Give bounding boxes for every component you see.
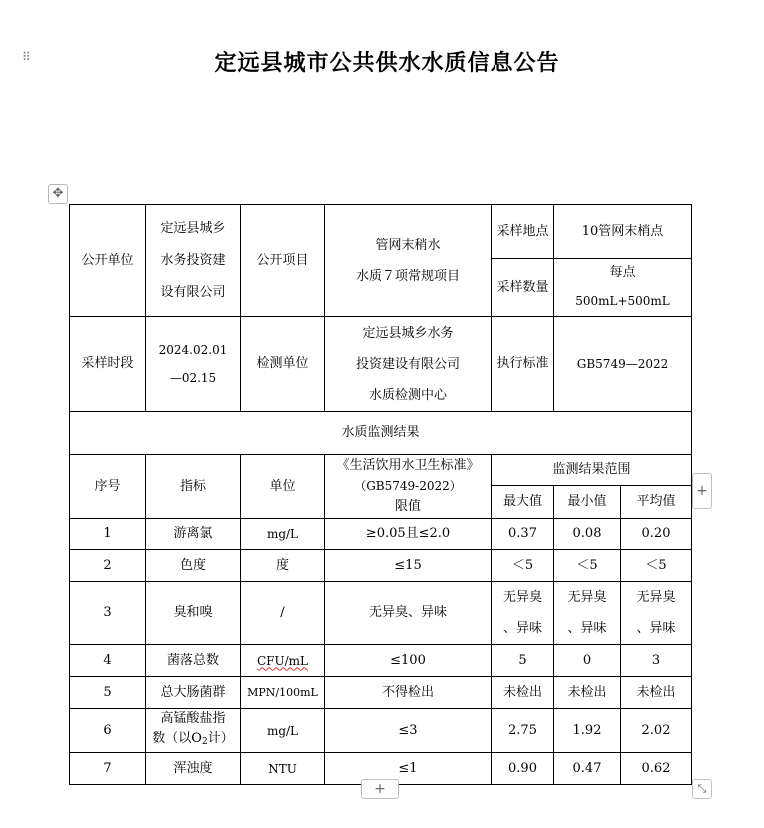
section-title: 水质监测结果	[70, 412, 692, 455]
standard-label: 执行标准	[492, 317, 554, 412]
row-unit: MPN/100mL	[241, 677, 325, 709]
table-resize-icon[interactable]: ⤡	[692, 779, 712, 799]
row-avg: 0.20	[621, 519, 692, 550]
header-unit: 单位	[241, 455, 325, 519]
add-column-button[interactable]: +	[692, 473, 712, 509]
row-index: 4	[70, 645, 146, 677]
row-unit: mg/L	[241, 519, 325, 550]
header-limit: 《生活饮用水卫生标准》 （GB5749-2022） 限值	[325, 455, 492, 519]
publisher-value: 定远县城乡 水务投资建 设有限公司	[146, 205, 241, 317]
site-value: 10管网末梢点	[554, 205, 692, 259]
period-label: 采样时段	[70, 317, 146, 412]
table-row	[70, 677, 692, 709]
quantity-value: 每点 500mL+500mL	[554, 259, 692, 317]
row-index: 2	[70, 550, 146, 582]
row-indicator: 游离氯	[146, 519, 241, 550]
header-max: 最大值	[492, 486, 554, 519]
table-row	[70, 519, 692, 550]
header-index: 序号	[70, 455, 146, 519]
row-max: 5	[492, 645, 554, 677]
row-unit: CFU/mL	[241, 645, 325, 677]
row-indicator: 臭和嗅	[146, 582, 241, 645]
row-limit: ≤15	[325, 550, 492, 582]
row-unit: 度	[241, 550, 325, 582]
quantity-label: 采样数量	[492, 259, 554, 317]
row-indicator: 色度	[146, 550, 241, 582]
row-avg: 3	[621, 645, 692, 677]
row-avg: ＜5	[621, 550, 692, 582]
row-index: 3	[70, 582, 146, 645]
header-range: 监测结果范围	[492, 455, 692, 486]
row-min: 未检出	[554, 677, 621, 709]
row-limit: ≥0.05且≤2.0	[325, 519, 492, 550]
row-avg: 2.02	[621, 709, 692, 753]
row-index: 5	[70, 677, 146, 709]
row-limit: ≤3	[325, 709, 492, 753]
table-row	[70, 645, 692, 677]
table-row	[70, 582, 692, 645]
publisher-label: 公开单位	[70, 205, 146, 317]
row-max: 无异臭 、异味	[492, 582, 554, 645]
row-min: 无异臭 、异味	[554, 582, 621, 645]
row-limit: 不得检出	[325, 677, 492, 709]
row-index: 7	[70, 753, 146, 785]
row-min: 0.08	[554, 519, 621, 550]
header-min: 最小值	[554, 486, 621, 519]
standard-value: GB5749—2022	[554, 317, 692, 412]
row-avg: 0.62	[621, 753, 692, 785]
row-min: ＜5	[554, 550, 621, 582]
row-unit: mg/L	[241, 709, 325, 753]
header-avg: 平均值	[621, 486, 692, 519]
row-max: 2.75	[492, 709, 554, 753]
row-index: 6	[70, 709, 146, 753]
row-indicator: 菌落总数	[146, 645, 241, 677]
row-max: 0.90	[492, 753, 554, 785]
row-limit: ≤100	[325, 645, 492, 677]
section-title-row	[70, 412, 692, 455]
drag-handle-icon[interactable]: ⠿	[22, 50, 30, 64]
header-indicator: 指标	[146, 455, 241, 519]
document-title: 定远县城市公共供水水质信息公告	[214, 50, 560, 76]
row-avg: 未检出	[621, 677, 692, 709]
row-limit: 无异臭、异味	[325, 582, 492, 645]
table-row	[70, 709, 692, 753]
row-indicator: 总大肠菌群	[146, 677, 241, 709]
row-max: 0.37	[492, 519, 554, 550]
row-min: 1.92	[554, 709, 621, 753]
row-unit: NTU	[241, 753, 325, 785]
period-value: 2024.02.01 —02.15	[146, 317, 241, 412]
row-min: 0.47	[554, 753, 621, 785]
lab-value: 定远县城乡水务 投资建设有限公司 水质检测中心	[325, 317, 492, 412]
table-row	[70, 550, 692, 582]
row-index: 1	[70, 519, 146, 550]
add-row-button[interactable]: +	[361, 779, 399, 799]
row-avg: 无异臭 、异味	[621, 582, 692, 645]
project-value: 管网末稍水 水质７项常规项目	[325, 205, 492, 317]
row-limit: ≤1	[325, 753, 492, 785]
lab-label: 检测单位	[241, 317, 325, 412]
site-label: 采样地点	[492, 205, 554, 259]
row-max: 未检出	[492, 677, 554, 709]
row-unit: /	[241, 582, 325, 645]
row-indicator: 高锰酸盐指 数（以$O_2$计）	[146, 709, 241, 753]
table-move-icon[interactable]: ✥	[48, 184, 68, 204]
header-row-1	[70, 455, 692, 486]
water-quality-table	[69, 204, 692, 785]
row-min: 0	[554, 645, 621, 677]
project-label: 公开项目	[241, 205, 325, 317]
info-row-3	[70, 317, 692, 412]
row-indicator: 浑浊度	[146, 753, 241, 785]
info-row-1	[70, 205, 692, 259]
row-max: ＜5	[492, 550, 554, 582]
